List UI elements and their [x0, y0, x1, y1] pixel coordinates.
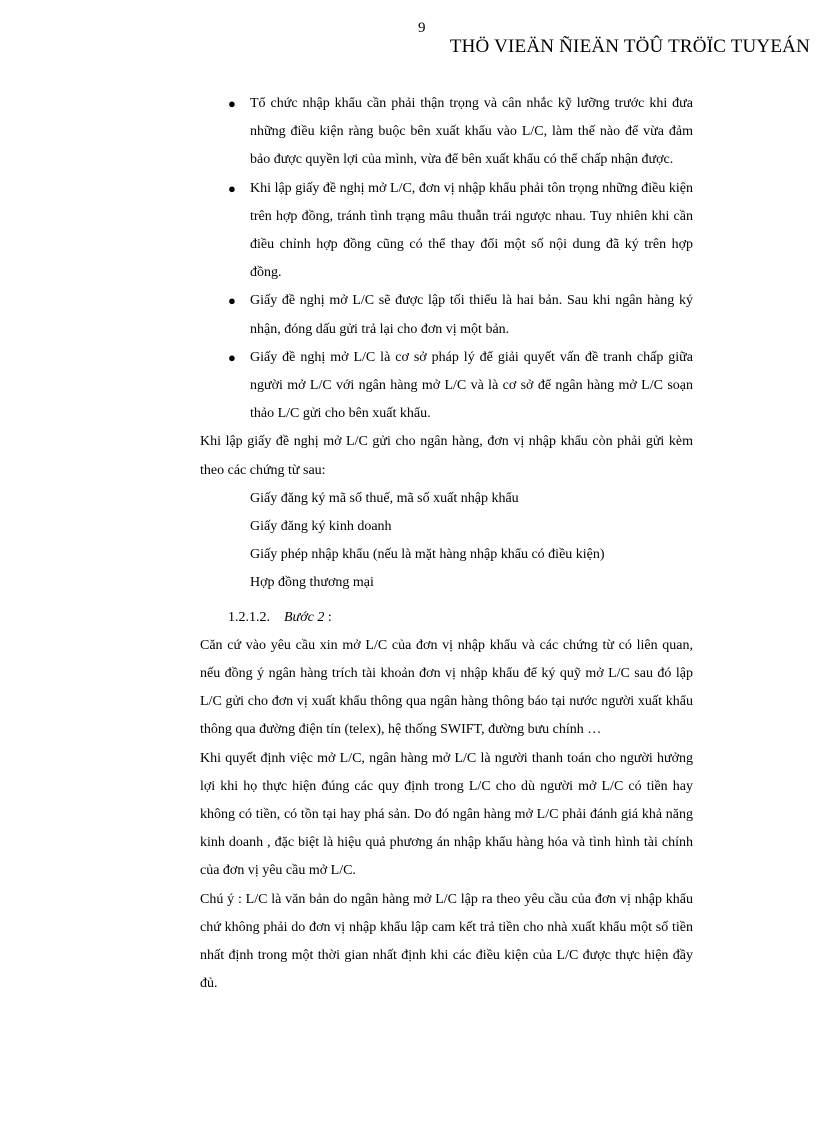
- bullet-dot-icon: ●: [228, 180, 236, 196]
- section-suffix: :: [324, 609, 332, 625]
- note-paragraph: Chú ý : L/C là văn bản do ngân hàng mở L/C lập ra theo yêu cầu của đơn vị nhập khẩu chứ không phải do đơn vị nhập khẩu lập cam kết trả tiền cho nhà xuất khẩu một số tiền nhất định trong một thời gian nhất định khi các điều kiện của L/C được thực hiện đầy đủ.: [200, 891, 693, 992]
- bullet-dot-icon: ●: [228, 349, 236, 365]
- document-item: Giấy đăng ký kinh doanh: [250, 519, 392, 535]
- bullet-text: Khi lập giấy đề nghị mở L/C, đơn vị nhập khẩu phải tôn trọng những điều kiện trên hợp đồng, tránh tình trạng mâu thuẫn trái ngược nhau. Tuy nhiên khi cần điều chỉnh hợp đồng cũng có thể thay đổi một số nội dung đã ký trên hợp đồng.: [250, 180, 693, 281]
- bullet-dot-icon: ●: [228, 96, 236, 111]
- document-body: [200, 90, 693, 999]
- document-item: Hợp đồng thương mại: [250, 575, 374, 591]
- bullet-dot-icon: ●: [228, 293, 236, 309]
- required-documents-list: [200, 485, 693, 598]
- bullet-text: Giấy đề nghị mở L/C sẽ được lập tối thiểu là hai bản. Sau khi ngân hàng ký nhận, đóng dấu gửi trả lại cho đơn vị một bản.: [250, 293, 693, 337]
- bullet-item: [200, 90, 693, 175]
- page-number: 9: [418, 20, 426, 36]
- bullet-text: Tổ chức nhập khẩu cần phải thận trọng và cân nhắc kỹ lưỡng trước khi đưa những điều kiện ràng buộc bên xuất khẩu vào L/C, làm thế nào để vừa đảm bảo được quyền lợi của mình, vừa để bên xuất khẩu có thể chấp nhận được.: [250, 96, 693, 168]
- intro-paragraph: Khi lập giấy đề nghị mở L/C gửi cho ngân hàng, đơn vị nhập khẩu còn phải gửi kèm theo các chứng từ sau:: [200, 434, 693, 478]
- section-heading: [200, 604, 693, 632]
- bullet-text: Giấy đề nghị mở L/C là cơ sở pháp lý để giải quyết vấn đề tranh chấp giữa người mở L/C với ngân hàng mở L/C và là cơ sở để ngân hàng mở L/C soạn thảo L/C gửi cho bên xuất khẩu.: [250, 349, 693, 422]
- header-banner: THÖ VIEÄN ÑIEÄN TÖÛ TRÖÏC TUYEÁN: [449, 36, 810, 57]
- document-item: Giấy đăng ký mã số thuế, mã số xuất nhập khẩu: [250, 490, 519, 506]
- bullet-item: [200, 175, 693, 288]
- bullet-item: [200, 287, 693, 343]
- section-title: Bước 2: [284, 609, 325, 625]
- bullet-list: [200, 90, 693, 428]
- section-number: 1.2.1.2.: [228, 609, 270, 625]
- paragraph: Khi quyết định việc mở L/C, ngân hàng mở L/C là người thanh toán cho người hưởng lợi khi họ thực hiện đúng các quy định trong L/C cho dù người mở L/C có tiền hay không có tiền, có tồn tại hay phá sản. Do đó ngân hàng mở L/C phải đánh giá khả năng kinh doanh , đặc biệt là hiệu quả phương án nhập khẩu hàng hóa và tình hình tài chính của đơn vị yêu cầu mở L/C.: [200, 750, 693, 879]
- paragraph: Căn cứ vào yêu cầu xin mở L/C của đơn vị nhập khẩu và các chứng từ có liên quan, nếu đồng ý ngân hàng trích tài khoản đơn vị nhập khẩu để ký quỹ mở L/C sau đó lập L/C gửi cho đơn vị xuất khẩu thông qua ngân hàng thông báo tại nước người xuất khẩu thông qua đường điện tín (telex), hệ thống SWIFT, đường bưu chính …: [200, 637, 693, 738]
- document-item: Giấy phép nhập khẩu (nếu là mặt hàng nhập khẩu có điều kiện): [250, 547, 605, 563]
- bullet-item: [200, 344, 693, 429]
